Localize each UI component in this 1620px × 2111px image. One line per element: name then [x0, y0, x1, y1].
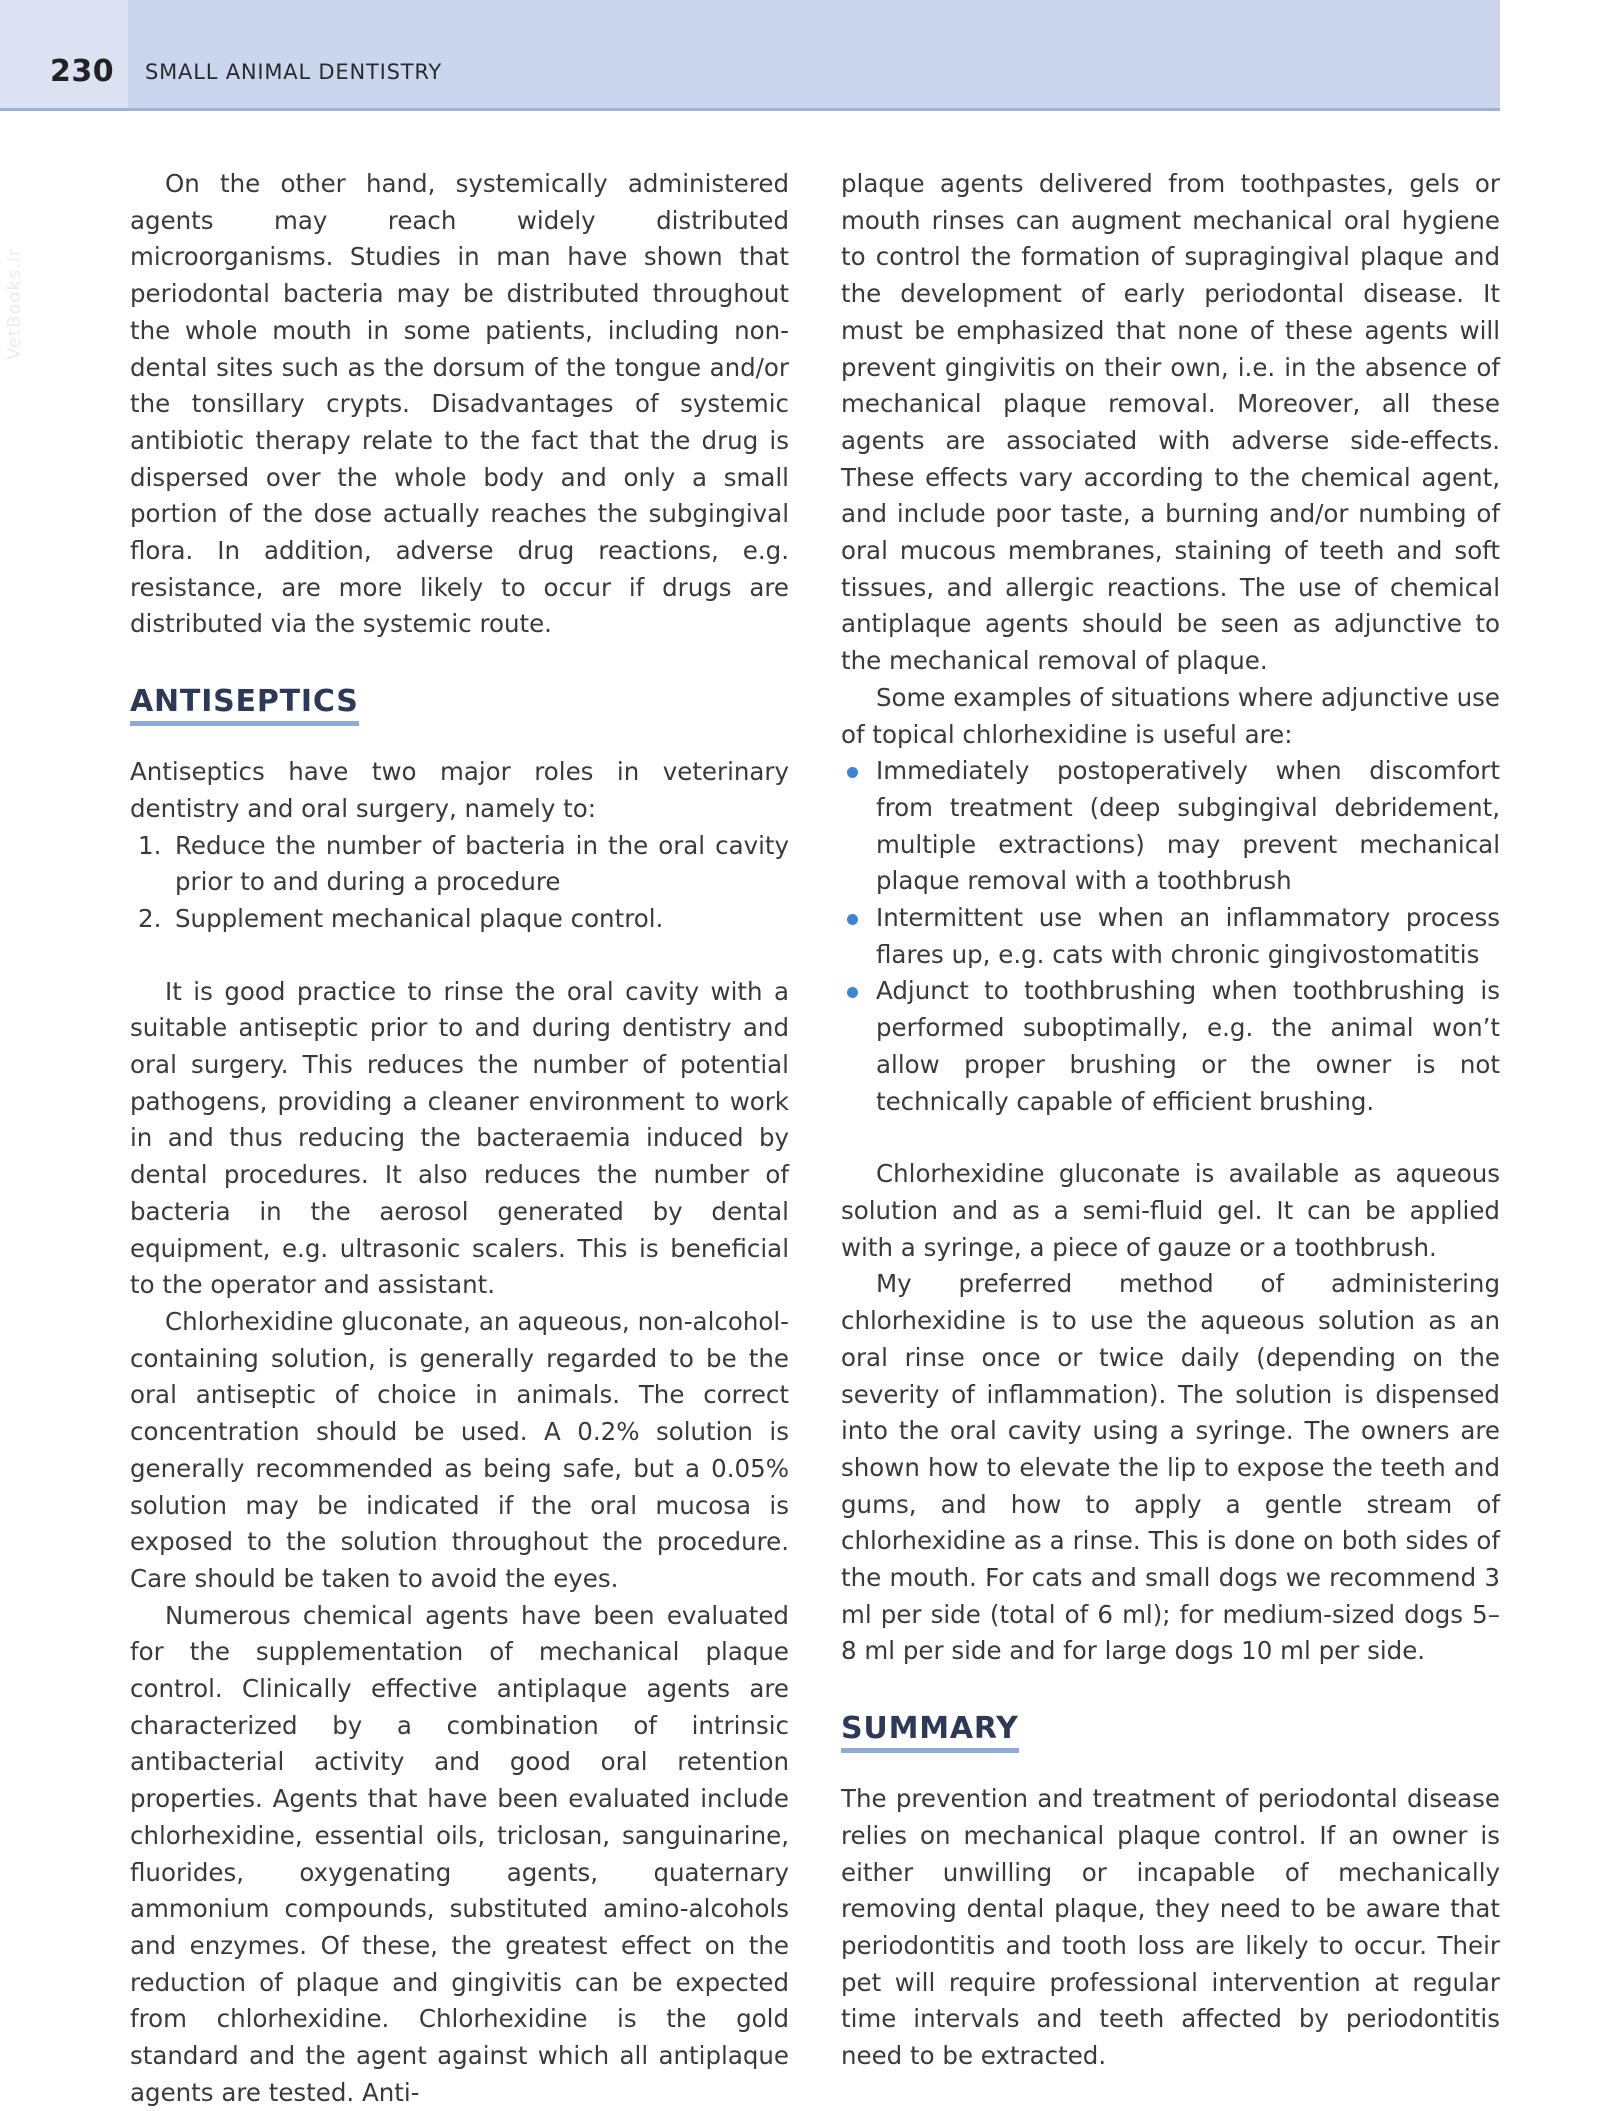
paragraph-gel-availability: Chlorhexidine gluconate is available as aqueous solution and as a semi-fluid gel. It can be applied with a syringe, a piece of gauze or a toothbrush. — [841, 1159, 1500, 1262]
list-number: 1. — [138, 830, 162, 860]
heading-antiseptics: ANTISEPTICS — [130, 683, 359, 726]
list-item-text: Reduce the number of bacteria in the oral cavity prior to and during a procedure — [175, 830, 789, 897]
numbered-list — [130, 828, 789, 938]
right-column — [841, 166, 1500, 2075]
section-heading-wrap — [841, 1710, 1500, 1753]
paragraph-rinse-practice: It is good practice to rinse the oral cavity with a suitable antiseptic prior to and during dentistry and oral surgery. This reduces the number of potential pathogens, providing a cleaner environment to work in and thus reducing the bacteraemia induced by dental procedures. It also reduces the number of bacteria in the aerosol generated by dental equipment, e.g. ultrasonic scalers. This is beneficial to the operator and assistant. — [130, 976, 789, 1300]
bullet-dot-icon — [847, 987, 858, 998]
list-item — [841, 973, 1500, 1120]
paragraph-antiseptics-intro: Antiseptics have two major roles in veterinary dentistry and oral surgery, namely to: — [130, 757, 789, 823]
section-heading-wrap — [130, 683, 789, 726]
watermark: VetBooks.ir — [4, 247, 25, 360]
page-header — [0, 0, 1500, 111]
left-column — [130, 166, 789, 2111]
running-title: SMALL ANIMAL DENTISTRY — [145, 60, 443, 84]
list-item-text: Adjunct to toothbrushing when toothbrushing is performed suboptimally, e.g. the animal won’t allow proper brushing or the owner is not technically capable of efficient brushing. — [876, 976, 1500, 1116]
list-item — [130, 828, 789, 901]
bullet-dot-icon — [847, 767, 858, 778]
paragraph-examples-intro: Some examples of situations where adjunctive use of topical chlorhexidine is useful are: — [841, 682, 1500, 749]
paragraph-preferred-method: My preferred method of administering chlorhexidine is to use the aqueous solution as an oral rinse once or twice daily (depending on the severity of inflammation). The solution is dispensed into the oral cavity using a syringe. The owners are shown how to elevate the lip to expose the teeth and gums, and how to apply a gentle stream of chlorhexidine as a rinse. This is done on both sides of the mouth. For cats and small dogs we recommend 3 ml per side (total of 6 ml); for medium-sized dogs 5–8 ml per side and for large dogs 10 ml per side. — [841, 1269, 1500, 1666]
list-item-text: Supplement mechanical plaque control. — [175, 903, 664, 933]
paragraph-antiplaque-continued: plaque agents delivered from toothpastes, gels or mouth rinses can augment mechanical oral hygiene to control the formation of supragingival plaque and the development of early periodontal disease. It must be emphasized that none of these agents will prevent gingivitis on their own, i.e. in the absence of mechanical plaque removal. Moreover, all these agents are associated with adverse side-effects. These effects vary according to the chemical agent, and include poor taste, a burning and/or numbing of oral mucous membranes, staining of teeth and soft tissues, and allergic reactions. The use of chemical antiplaque agents should be seen as adjunctive to the mechanical removal of plaque. — [841, 169, 1500, 676]
list-item-text: Intermittent use when an inflammatory process flares up, e.g. cats with chronic gingivostomatitis — [876, 903, 1500, 969]
page-number-box — [0, 0, 128, 108]
list-item — [841, 900, 1500, 973]
list-item — [130, 901, 789, 938]
list-item — [841, 753, 1500, 900]
paragraph-chemical-agents: Numerous chemical agents have been evaluated for the supplementation of mechanical plaque control. Clinically effective antiplaque agents are characterized by a combination of intrinsic antibacterial activity and good oral retention properties. Agents that have been evaluated include chlorhexidine, essential oils, triclosan, sanguinarine, fluorides, oxygenating agents, quaternary ammonium compounds, substituted amino-alcohols and enzymes. Of these, the greatest effect on the reduction of plaque and gingivitis can be expected from chlorhexidine. Chlorhexidine is the gold standard and the agent against which all antiplaque agents are tested. Anti- — [130, 1600, 789, 2107]
page-number: 230 — [50, 54, 115, 89]
list-number: 2. — [138, 903, 162, 933]
list-item-text: Immediately postoperatively when discomfort from treatment (deep subgingival debridement, multiple extractions) may prevent mechanical plaque removal with a toothbrush — [876, 756, 1500, 896]
heading-summary: SUMMARY — [841, 1710, 1019, 1753]
bullet-dot-icon — [847, 914, 858, 925]
paragraph-systemic-agents: On the other hand, systemically administered agents may reach widely distributed microorganisms. Studies in man have shown that periodontal bacteria may be distributed throughout the whole mouth in some patients, including non-dental sites such as the dorsum of the tongue and/or the tonsillary crypts. Disadvantages of systemic antibiotic therapy relate to the fact that the drug is dispersed over the whole body and only a small portion of the dose actually reaches the subgingival flora. In addition, adverse drug reactions, e.g. resistance, are more likely to occur if drugs are distributed via the systemic route. — [130, 169, 789, 639]
paragraph-summary: The prevention and treatment of periodontal disease relies on mechanical plaque control. If an owner is either unwilling or incapable of mechanically removing dental plaque, they need to be aware that periodontitis and tooth loss are likely to occur. Their pet will require professional intervention at regular time intervals and teeth affected by periodontitis need to be extracted. — [841, 1784, 1500, 2071]
paragraph-chlorhexidine-gluconate: Chlorhexidine gluconate, an aqueous, non-alcohol-containing solution, is generally regarded to be the oral antiseptic of choice in animals. The correct concentration should be used. A 0.2% solution is generally recommended as being safe, but a 0.05% solution may be indicated if the oral mucosa is exposed to the solution throughout the procedure. Care should be taken to avoid the eyes. — [130, 1306, 789, 1593]
bullet-list — [841, 753, 1500, 1120]
